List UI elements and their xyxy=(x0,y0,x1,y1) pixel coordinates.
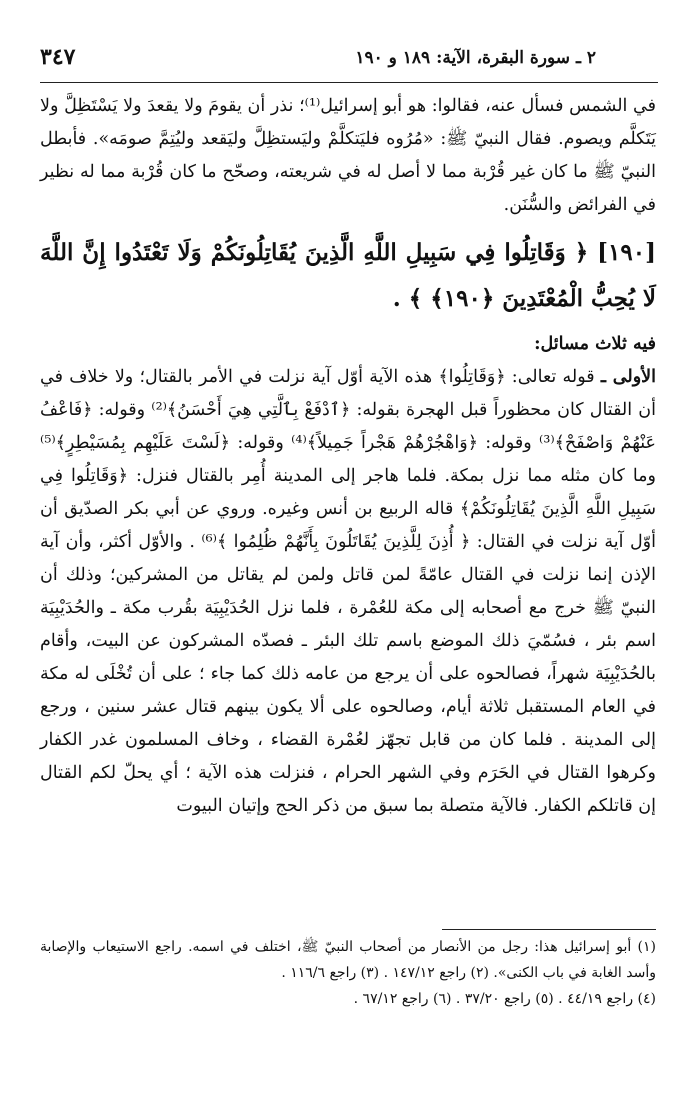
verse-190: [١٩٠] ﴿ وَقَاتِلُوا فِي سَبِيلِ اللَّهِ الَّذِينَ يُقَاتِلُونَكُمْ وَلَا تَعْتَدُوا إِنَّ اللَّهَ لَا يُحِبُّ الْمُعْتَدِينَ ﴿١٩٠﴾ ﴾ . xyxy=(40,239,656,312)
footnote-line-2: (٤) راجع ٤٤/١٩ . (٥) راجع ٣٧/٢٠ . (٦) راجع ٦٧/١٢ . xyxy=(353,991,656,1007)
header-rule xyxy=(40,82,658,83)
main-text xyxy=(40,90,656,823)
first-issue-label: الأولى ـ xyxy=(600,367,656,387)
page-header xyxy=(40,44,656,82)
footnotes xyxy=(40,934,656,1012)
running-title: ٢ ـ سورة البقرة، الآية: ١٨٩ و ١٩٠ xyxy=(355,48,596,68)
issues-intro: فيه ثلاث مسائل: xyxy=(534,334,656,354)
footnote-line-1: (١) أبو إسرائيل هذا: رجل من الأنصار من أصحاب النبيّ ﷺ، اختلف في اسمه. راجع الاستيعاب والإصابة وأسد الغابة في باب الكنى». (٢) راجع ١٤٧/١٢ . (٣) راجع ١١٦/٦ . xyxy=(40,939,656,981)
page-number: ٣٤٧ xyxy=(40,44,76,70)
footnote-rule xyxy=(442,929,656,930)
paragraph-2 xyxy=(40,361,656,823)
paragraph-1: في الشمس فسأل عنه، فقالوا: هو أبو إسرائيل⁽¹⁾؛ نذر أن يقومَ ولا يقعدَ ولا يَسْتَظِلَّ ولا يَتَكلَّم ويصوم. فقال النبيّ ﷺ: «مُرُوه فليَتكلَّمْ وليَستظِلَّ وليَقعد وليُتِمَّ صومَه». فأبطل النبيّ ﷺ ما كان غير قُرْبة مما لا أصل له في شريعته، وصحّح ما كان قُرْبة مما له نظير في الفرائض والسُّنَن. xyxy=(40,96,656,215)
paragraph-2-text: قوله تعالى: ﴿وَقَاتِلُوا﴾ هذه الآية أوّل آية نزلت في الأمر بالقتال؛ ولا خلاف في أن القتال كان محظوراً قبل الهجرة بقوله: ﴿ٱدْفَعْ بِٱلَّتِي هِيَ أَحْسَنُ﴾⁽²⁾ وقوله: ﴿فَاعْفُ عَنْهُمْ وَاصْفَحْ﴾⁽³⁾ وقوله: ﴿وَاهْجُرْهُمْ هَجْراً جَمِيلاً﴾⁽⁴⁾ وقوله: ﴿لَسْتَ عَلَيْهِم بِمُسَيْطِرٍ﴾⁽⁵⁾ وما كان مثله مما نزل بمكة. فلما هاجر إلى المدينة أُمِر بالقتال فنزل: ﴿وَقَاتِلُوا فِي سَبِيلِ اللَّهِ الَّذِينَ يُقَاتِلُونَكُمْ﴾ قاله الربيع بن أنس وغيره. وروي عن أبي بكر الصدّيق أن أوّل آية نزلت في القتال: ﴿ أُذِنَ لِلَّذِينَ يُقَاتَلُونَ بِأَنَّهُمْ ظُلِمُوا ﴾⁽⁶⁾ . والأوّل أكثر، وأن آية الإذن إنما نزلت في القتال عامّةً لمن قاتل ولمن لم يقاتل من المشركين؛ وذلك أن النبيّ ﷺ خرج مع أصحابه إلى مكة للعُمْرة ، فلما نزل الحُدَيْبِيَة بقُرب مكة ـ والحُدَيْبِيَة اسم بئر ، فسُمّيَ ذلك الموضع باسم تلك البئر ـ فصدّه المشركون عن البيت، وأقام بالحُدَيْبِيَة شهراً، فصالحوه على أن يرجع من عامه ذلك كما جاء ؛ على أن تُخْلَى له مكة في العام المستقبل ثلاثة أيام، وصالحوه على ألا يكون بينهم قتال عشر سنين ، ورجع إلى المدينة . فلما كان من قابل تجهّز لعُمْرة القضاء ، وخاف المسلمون غدر الكفار وكرهوا القتال في الحَرَم وفي الشهر الحرام ، فنزلت هذه الآية ؛ أي يحلّ لكم القتال إن قاتلكم الكفار. فالآية متصلة بما سبق من ذكر الحج وإتيان البيوت xyxy=(40,367,656,816)
